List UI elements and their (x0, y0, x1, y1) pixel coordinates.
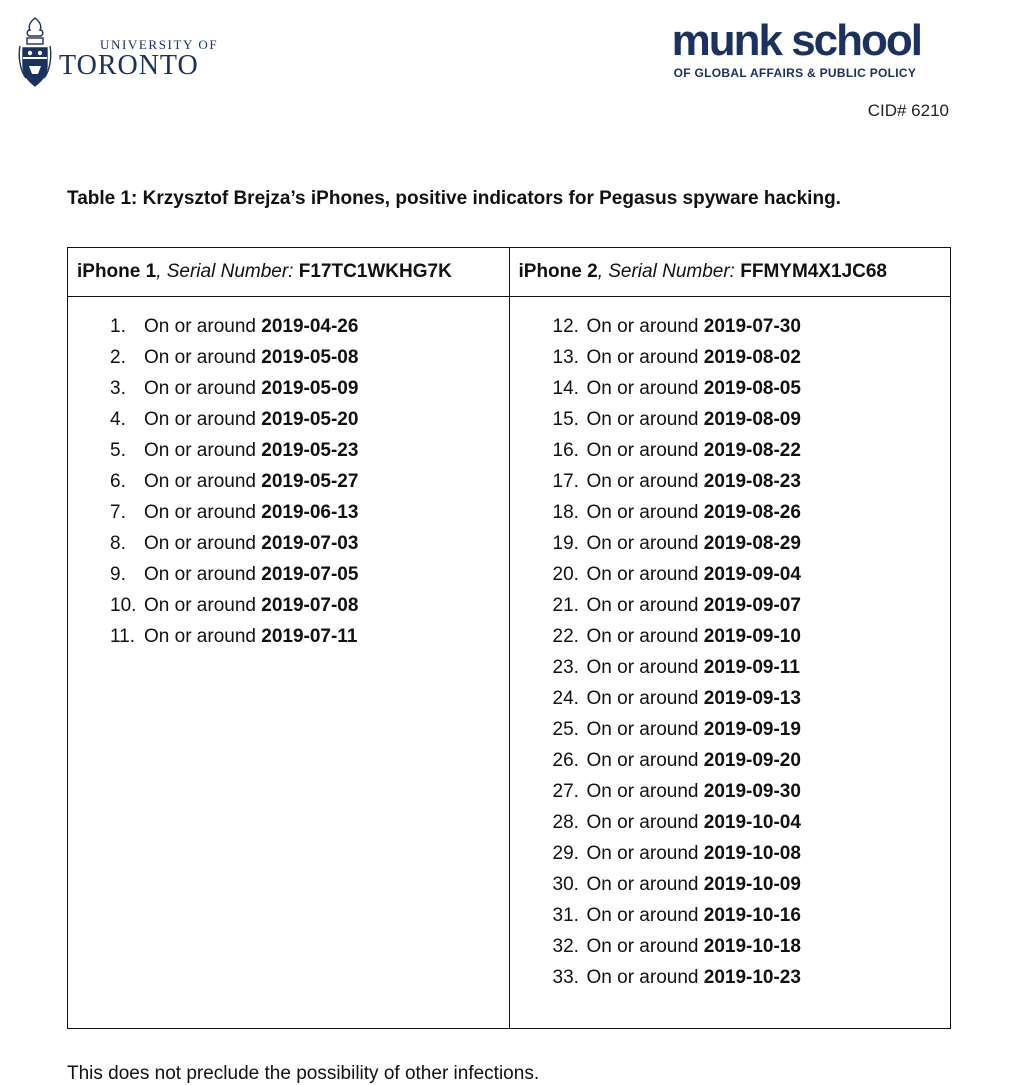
item-number: 14. (552, 378, 579, 399)
item-date: 2019-06-13 (261, 502, 359, 523)
item-date: 2019-10-18 (703, 936, 801, 957)
item-number: 15. (552, 409, 579, 430)
item-number: 19. (552, 533, 579, 554)
item-date: 2019-07-03 (261, 533, 359, 554)
list-item (510, 652, 951, 683)
list-item (510, 745, 951, 776)
item-date: 2019-10-04 (703, 812, 801, 833)
item-text: On or around (586, 626, 704, 647)
item-number: 21. (552, 595, 579, 616)
item-date: 2019-09-20 (703, 750, 801, 771)
item-number: 4. (110, 409, 126, 430)
item-text: On or around (586, 719, 704, 740)
list-item (510, 528, 951, 559)
list-item (510, 373, 951, 404)
item-date: 2019-05-27 (261, 471, 359, 492)
serial-label: , Serial Number: (597, 261, 741, 282)
item-date: 2019-07-05 (261, 564, 359, 585)
item-date: 2019-05-09 (261, 378, 359, 399)
item-text: On or around (586, 967, 704, 988)
item-number: 29. (552, 843, 579, 864)
list-item (510, 404, 951, 435)
item-number: 5. (110, 440, 126, 461)
date-list (510, 297, 951, 993)
list-item (68, 435, 509, 466)
item-number: 26. (552, 750, 579, 771)
device-name: iPhone 2 (518, 261, 598, 282)
item-date: 2019-08-09 (703, 409, 801, 430)
item-text: On or around (586, 316, 704, 337)
table-caption: Table 1: Krzysztof Brejza’s iPhones, positive indicators for Pegasus spyware hacking. (67, 188, 841, 209)
item-text: On or around (586, 843, 704, 864)
footer-note: This does not preclude the possibility of other infections. (67, 1063, 540, 1084)
item-number: 22. (552, 626, 579, 647)
item-date: 2019-09-19 (703, 719, 801, 740)
item-text: On or around (586, 347, 704, 368)
item-date: 2019-04-26 (261, 316, 359, 337)
list-item (510, 900, 951, 931)
column-header-iphone-2 (509, 248, 951, 297)
item-text: On or around (144, 347, 262, 368)
date-list (68, 297, 509, 652)
item-date: 2019-10-23 (703, 967, 801, 988)
uoft-top-text: UNIVERSITY OF (100, 37, 219, 52)
uoft-logo (18, 16, 218, 90)
item-number: 10. (110, 595, 137, 616)
item-number: 8. (110, 533, 126, 554)
list-item (510, 559, 951, 590)
iphone-1-entries (68, 297, 510, 1029)
list-item (68, 590, 509, 621)
list-item (510, 869, 951, 900)
list-item (510, 466, 951, 497)
item-date: 2019-08-05 (703, 378, 801, 399)
item-number: 33. (552, 967, 579, 988)
infection-table (67, 247, 951, 1029)
item-number: 12. (552, 316, 579, 337)
item-number: 30. (552, 874, 579, 895)
item-date: 2019-07-30 (703, 316, 801, 337)
item-date: 2019-08-02 (703, 347, 801, 368)
list-item (68, 621, 509, 652)
university-crest-icon (18, 16, 52, 90)
item-text: On or around (144, 595, 262, 616)
list-item (510, 807, 951, 838)
list-item (68, 342, 509, 373)
device-name: iPhone 1 (77, 261, 157, 282)
serial-label: , Serial Number: (156, 261, 299, 282)
item-number: 2. (110, 347, 126, 368)
item-date: 2019-09-07 (703, 595, 801, 616)
item-text: On or around (586, 471, 704, 492)
item-number: 25. (552, 719, 579, 740)
item-number: 9. (110, 564, 126, 585)
uoft-name: TORONTO (59, 50, 199, 81)
item-text: On or around (586, 812, 704, 833)
item-date: 2019-09-30 (703, 781, 801, 802)
item-text: On or around (586, 595, 704, 616)
list-item (510, 962, 951, 993)
item-number: 31. (552, 905, 579, 926)
item-text: On or around (586, 440, 704, 461)
item-number: 11. (110, 626, 136, 647)
list-item (510, 714, 951, 745)
item-text: On or around (586, 378, 704, 399)
item-text: On or around (144, 564, 262, 585)
item-number: 1. (110, 316, 126, 337)
item-text: On or around (144, 378, 262, 399)
item-text: On or around (144, 502, 262, 523)
item-date: 2019-10-08 (703, 843, 801, 864)
item-number: 13. (552, 347, 579, 368)
list-item (510, 838, 951, 869)
list-item (68, 497, 509, 528)
item-text: On or around (586, 409, 704, 430)
item-number: 20. (552, 564, 579, 585)
list-item (68, 559, 509, 590)
item-text: On or around (586, 936, 704, 957)
item-number: 18. (552, 502, 579, 523)
munk-wordmark: munk school (671, 16, 921, 65)
item-date: 2019-08-23 (703, 471, 801, 492)
item-number: 32. (552, 936, 579, 957)
item-date: 2019-09-04 (703, 564, 801, 585)
item-text: On or around (586, 750, 704, 771)
item-text: On or around (144, 471, 262, 492)
item-number: 28. (552, 812, 579, 833)
item-date: 2019-10-16 (703, 905, 801, 926)
cid-number: CID# 6210 (867, 101, 949, 120)
item-text: On or around (586, 657, 704, 678)
serial-number: FFMYM4X1JC68 (740, 261, 888, 282)
item-number: 24. (552, 688, 579, 709)
munk-school-logo (672, 18, 921, 80)
item-text: On or around (144, 440, 262, 461)
list-item (510, 776, 951, 807)
item-number: 17. (552, 471, 579, 492)
item-text: On or around (586, 874, 704, 895)
item-date: 2019-07-08 (261, 595, 359, 616)
list-item (510, 342, 951, 373)
item-number: 16. (552, 440, 579, 461)
item-text: On or around (586, 905, 704, 926)
item-date: 2019-09-13 (703, 688, 801, 709)
list-item (510, 931, 951, 962)
item-text: On or around (586, 533, 704, 554)
munk-subtitle: OF GLOBAL AFFAIRS & PUBLIC POLICY (673, 66, 917, 80)
item-text: On or around (586, 781, 704, 802)
item-date: 2019-05-08 (261, 347, 359, 368)
iphone-2-entries (509, 297, 951, 1029)
item-number: 7. (110, 502, 126, 523)
list-item (68, 404, 509, 435)
list-item (510, 497, 951, 528)
item-date: 2019-08-26 (703, 502, 801, 523)
item-text: On or around (144, 316, 262, 337)
item-text: On or around (586, 688, 704, 709)
item-date: 2019-09-10 (703, 626, 801, 647)
item-date: 2019-07-11 (261, 626, 358, 647)
list-item (510, 435, 951, 466)
list-item (510, 683, 951, 714)
item-text: On or around (144, 533, 262, 554)
item-number: 6. (110, 471, 126, 492)
list-item (68, 528, 509, 559)
list-item (510, 311, 951, 342)
item-date: 2019-08-22 (703, 440, 801, 461)
serial-number: F17TC1WKHG7K (298, 261, 452, 282)
list-item (68, 311, 509, 342)
item-date: 2019-05-23 (261, 440, 359, 461)
item-text: On or around (586, 502, 704, 523)
list-item (510, 590, 951, 621)
list-item (510, 621, 951, 652)
item-text: On or around (586, 564, 704, 585)
item-date: 2019-05-20 (261, 409, 359, 430)
list-item (68, 466, 509, 497)
item-number: 23. (552, 657, 579, 678)
item-text: On or around (144, 409, 262, 430)
item-number: 27. (552, 781, 579, 802)
item-date: 2019-08-29 (703, 533, 801, 554)
column-header-iphone-1 (68, 248, 510, 297)
item-number: 3. (110, 378, 126, 399)
item-date: 2019-09-11 (703, 657, 800, 678)
item-date: 2019-10-09 (703, 874, 801, 895)
item-text: On or around (144, 626, 262, 647)
list-item (68, 373, 509, 404)
